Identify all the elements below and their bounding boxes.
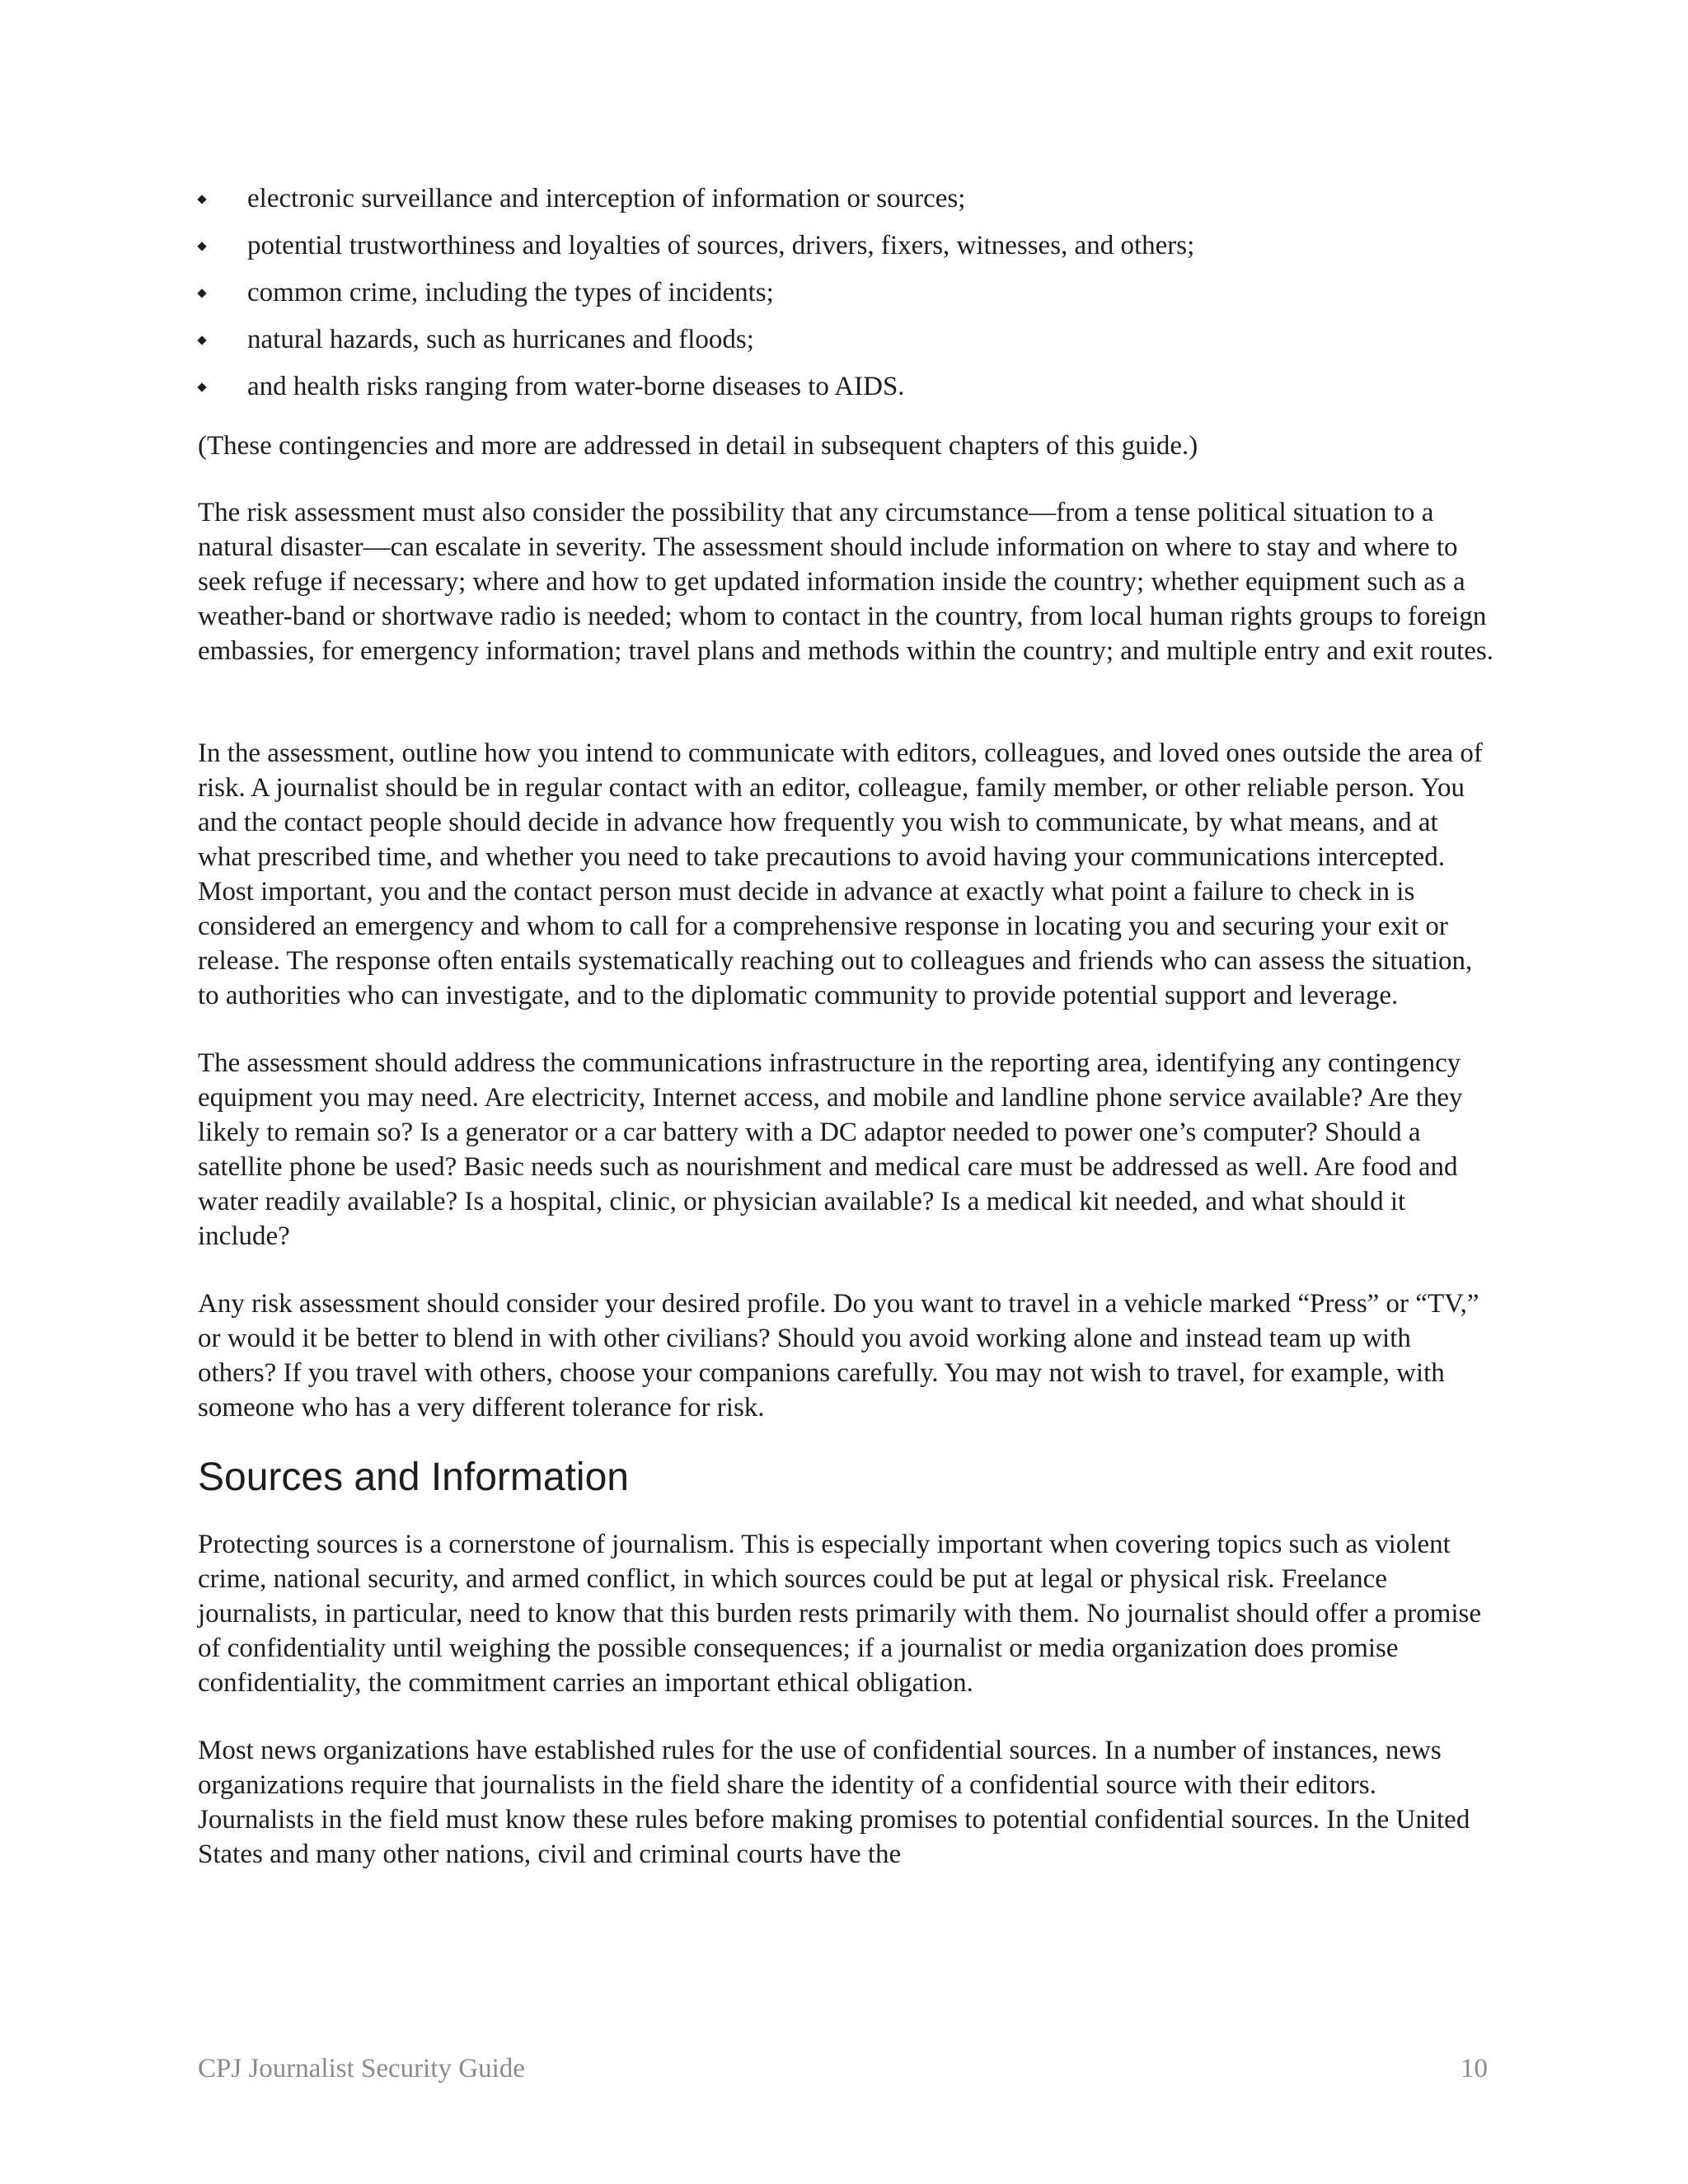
diamond-bullet-icon [197, 194, 206, 204]
diamond-bullet-icon [197, 335, 206, 344]
list-item [198, 322, 1496, 357]
diamond-bullet-icon [197, 288, 206, 298]
diamond-bullet-icon [197, 241, 206, 251]
list-item [198, 181, 1496, 216]
paragraph-news-org-rules: Most news organizations have established rules for the use of confidential sources. In a number of instances, news organizations require that journalists in the field share the identity of a confidential source with their editors. Journalists in the field must know these rules before making promises to potential confidential sources. In the United States and many other nations, civil and criminal courts have the [198, 1736, 1470, 1869]
list-item-text: common crime, including the types of incidents; [247, 278, 774, 307]
diamond-bullet-icon [197, 382, 206, 391]
paragraph-communication-plan: In the assessment, outline how you intend to communicate with editors, colleagues, and loved ones outside the area of risk. A journalist should be in regular contact with an editor, colleague, family member, or other reliable person. You and the contact people should decide in advance how frequently you wish to communicate, by what means, and at what prescribed time, and whether you need to take precautions to avoid having your communications intercepted. Most important, you and the contact person must decide in advance at exactly what point a failure to check in is considered an emergency and whom to call for a comprehensive response in locating you and securing your exit or release. The response often entails systematically reaching out to colleagues and friends who can assess the situation, to authorities who can investigate, and to the diplomatic community to provide potential support and leverage. [198, 738, 1483, 1010]
paragraph-risk-escalation: The risk assessment must also consider the possibility that any circumstance—from a tense political situation to a natural disaster—can escalate in severity. The assessment should include information on where to stay and where to seek refuge if necessary; where and how to get updated information inside the country; whether equipment such as a weather-band or shortwave radio is needed; whom to contact in the country, from local human rights groups to foreign embassies, for emergency information; travel plans and methods within the country; and multiple entry and exit routes. [198, 498, 1493, 666]
chapters-note: (These contingencies and more are addressed in detail in subsequent chapters of this guide.) [198, 431, 1198, 461]
paragraph-protecting-sources: Protecting sources is a cornerstone of journalism. This is especially important when covering topics such as violent crime, national security, and armed conflict, in which sources could be put at legal or physical risk. Freelance journalists, in particular, need to know that this burden rests primarily with them. No journalist should offer a promise of confidentiality until weighing the possible consequences; if a journalist or media organization does promise confidentiality, the commitment carries an important ethical obligation. [198, 1530, 1482, 1698]
list-item [198, 369, 1496, 404]
list-item-text: natural hazards, such as hurricanes and floods; [247, 325, 754, 354]
list-item-text: electronic surveillance and interception of information or sources; [247, 184, 966, 213]
risk-bullet-list [198, 181, 1496, 404]
page-number: 10 [1461, 2054, 1488, 2083]
paragraph-infrastructure: The assessment should address the communications infrastructure in the reporting area, identifying any contingency equipment you may need. Are electricity, Internet access, and mobile and landline phone service available? Are they likely to remain so? Is a generator or a car battery with a DC adaptor needed to power one’s computer? Should a satellite phone be used? Basic needs such as nourishment and medical care must be addressed as well. Are food and water readily available? Is a hospital, clinic, or physician available? Is a medical kit needed, and what should it include? [198, 1048, 1463, 1251]
list-item [198, 275, 1496, 310]
page-body [198, 181, 1496, 1872]
list-item-text: and health risks ranging from water-borne diseases to AIDS. [247, 372, 905, 401]
section-heading: Sources and Information [198, 1455, 629, 1499]
footer-title: CPJ Journalist Security Guide [198, 2054, 525, 2083]
list-item [198, 228, 1496, 263]
paragraph-profile: Any risk assessment should consider your desired profile. Do you want to travel in a vehicle marked “Press” or “TV,” or would it be better to blend in with other civilians? Should you avoid working alone and instead team up with others? If you travel with others, choose your companions carefully. You may not wish to travel, for example, with someone who has a very different tolerance for risk. [198, 1289, 1479, 1422]
list-item-text: potential trustworthiness and loyalties of sources, drivers, fixers, witnesses, and others; [247, 231, 1195, 260]
